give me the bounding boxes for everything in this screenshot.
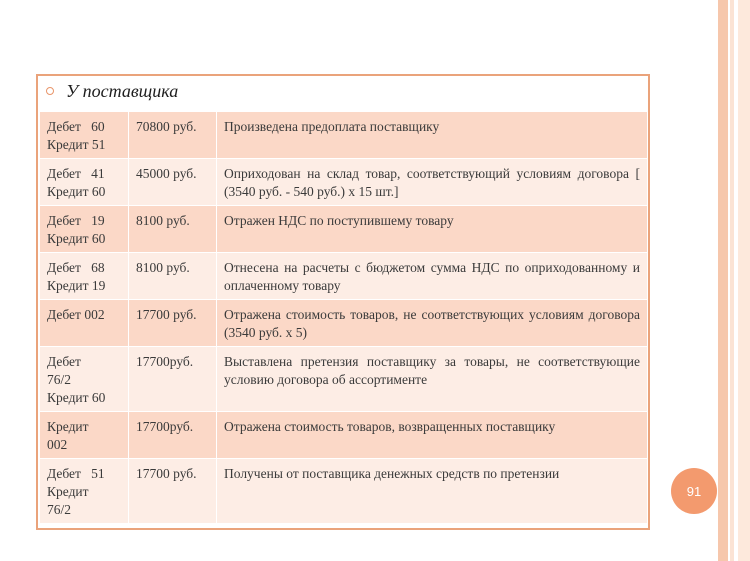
decorative-stripe — [730, 0, 734, 561]
slide-heading: У поставщика — [66, 81, 179, 101]
description-cell: Отражен НДС по поступившему товару — [217, 206, 648, 253]
description-cell: Оприходован на склад товар, соответствующий условиям договора [ (3540 руб. - 540 руб.) х 15 шт.] — [217, 159, 648, 206]
account-cell: Дебет 41 Кредит 60 — [40, 159, 129, 206]
amount-cell: 45000 руб. — [129, 159, 217, 206]
description-cell: Выставлена претензия поставщику за товары, не соответствующие условию договора об ассортименте — [217, 347, 648, 412]
table-row — [40, 412, 648, 459]
bullet-circle-icon — [46, 87, 54, 95]
description-cell: Произведена предоплата поставщику — [217, 112, 648, 159]
table-row — [40, 459, 648, 524]
table-row — [40, 347, 648, 412]
decorative-stripe — [738, 0, 750, 561]
account-cell: Дебет 51 Кредит 76/2 — [40, 459, 129, 524]
table-row — [40, 112, 648, 159]
page-number-badge: 91 — [671, 468, 717, 514]
table-row — [40, 159, 648, 206]
description-cell: Отражена стоимость товаров, не соответствующих условиям договора (3540 руб. х 5) — [217, 300, 648, 347]
amount-cell: 17700 руб. — [129, 300, 217, 347]
account-cell: Кредит 002 — [40, 412, 129, 459]
table-row — [40, 300, 648, 347]
amount-cell: 17700 руб. — [129, 459, 217, 524]
account-cell: Дебет 68 Кредит 19 — [40, 253, 129, 300]
table-row — [40, 206, 648, 253]
description-cell: Отражена стоимость товаров, возвращенных поставщику — [217, 412, 648, 459]
description-cell: Отнесена на расчеты с бюджетом сумма НДС по оприходованному и оплаченному товару — [217, 253, 648, 300]
description-cell: Получены от поставщика денежных средств по претензии — [217, 459, 648, 524]
table-row — [40, 253, 648, 300]
amount-cell: 17700руб. — [129, 347, 217, 412]
ledger-table — [39, 111, 648, 524]
amount-cell: 70800 руб. — [129, 112, 217, 159]
account-cell: Дебет 002 — [40, 300, 129, 347]
amount-cell: 17700руб. — [129, 412, 217, 459]
account-cell: Дебет 19 Кредит 60 — [40, 206, 129, 253]
decorative-stripe — [718, 0, 728, 561]
amount-cell: 8100 руб. — [129, 253, 217, 300]
account-cell: Дебет 60 Кредит 51 — [40, 112, 129, 159]
account-cell: Дебет 76/2 Кредит 60 — [40, 347, 129, 412]
amount-cell: 8100 руб. — [129, 206, 217, 253]
